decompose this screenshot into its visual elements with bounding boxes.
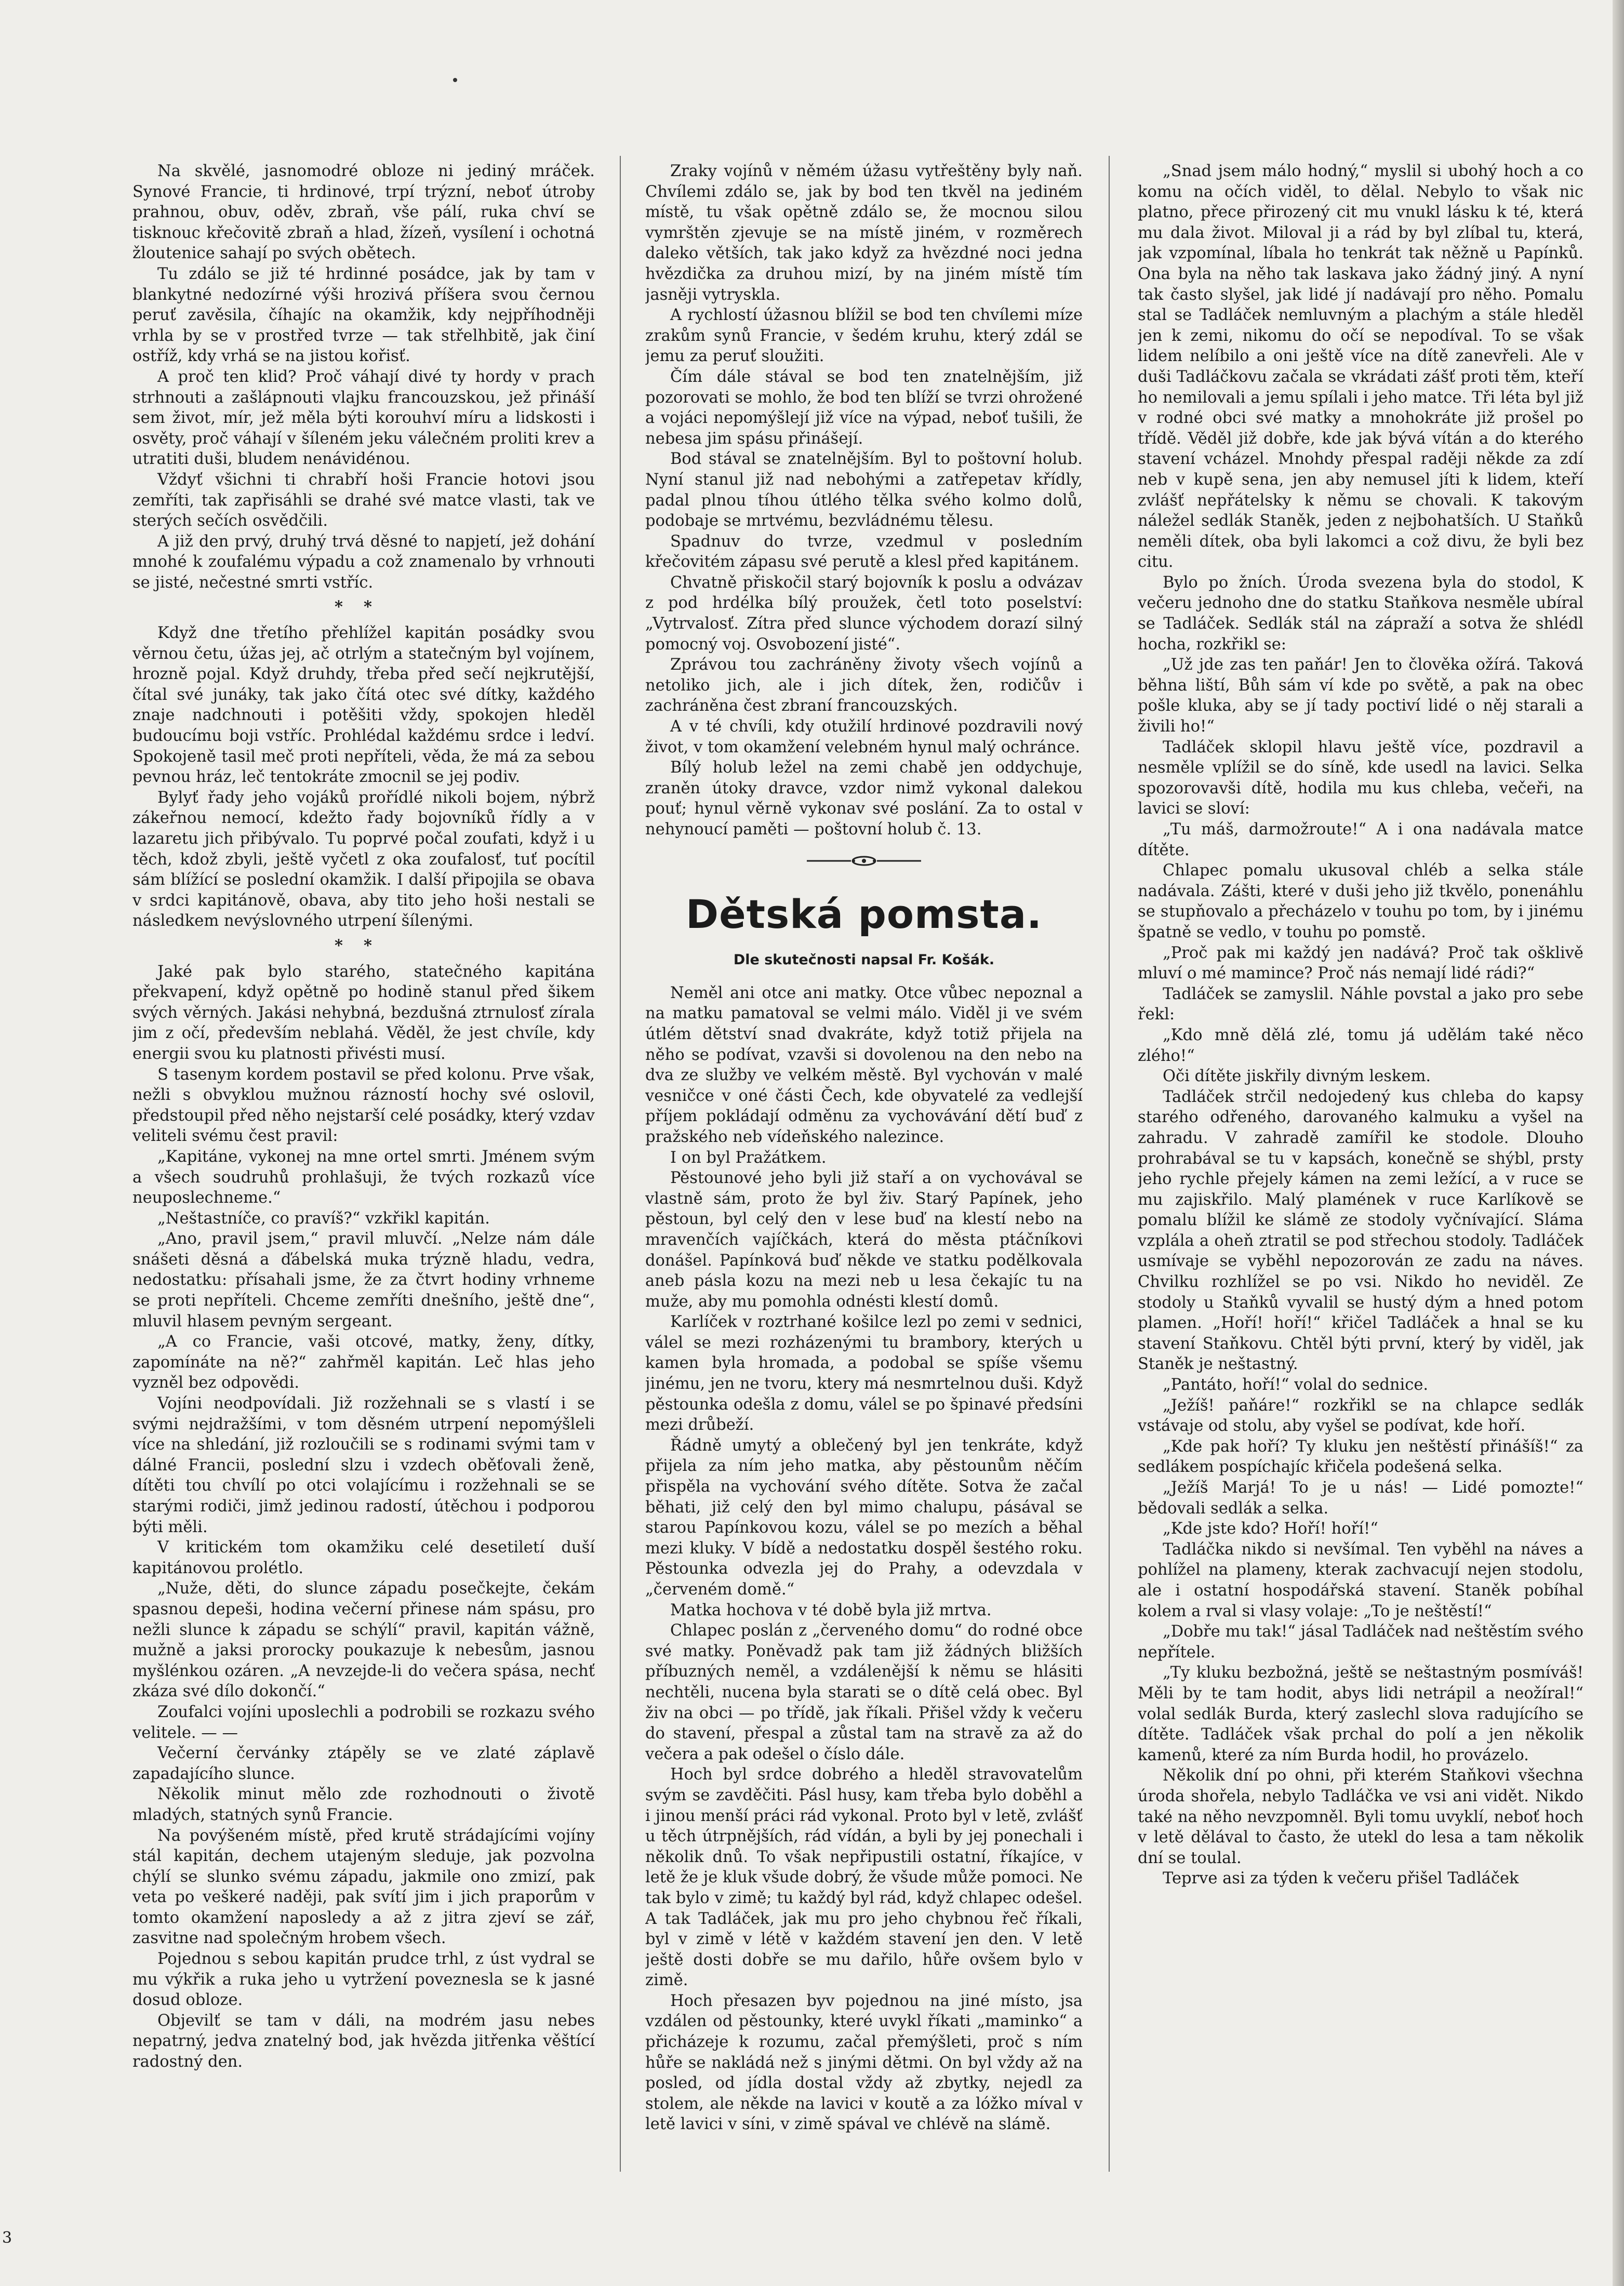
paragraph: Pojednou s sebou kapitán prudce trhl, z úst vydral se mu výkřik a ruka jeho u vytržení poveznesla se k jasné dosud obloze.: [132, 1950, 595, 2010]
paragraph: „Kapitáne, vykonej na mne ortel smrti. Jménem svým a všech soudruhů prohlašuji, že tvých rozkazů více neuposlechneme.“: [132, 1147, 595, 1207]
paragraph: „Kde jste kdo? Hoří! hoří!“: [1163, 1520, 1378, 1538]
paragraph: Vždyť všichni ti chrabří hoši Francie hotovi jsou zemříti, tak zapřisáhli se drahé své matce vlasti, tak ve sterých sečích osvědčili.: [132, 470, 595, 530]
paragraph: Zoufalci vojíni uposlechli a podrobili se rozkazu svého velitele. — —: [132, 1703, 595, 1742]
paragraph: Řádně umytý a oblečený byl jen tenkráte, když přijela za ním jeho matka, aby pěstounům něčím přispěla na vychování svého dítěte. Sotva že začal běhati, již celý den byl mimo chalupu, pásával se starou Papínkovou kozu, válel se po mezích a běhal mezi kluky. V bídě a nedostatku dospěl šestého roku. Pěstounka odvezla jej do Prahy, a odevzdala v „červeném domě.“: [645, 1436, 1083, 1599]
paragraph: „Ano, pravil jsem,“ pravil mluvčí. „Nelze nám dále snášeti děsná a ďábelská muka trýzně hladu, vedra, nedostatku: přísahali jsme, že za čtvrt hodiny vrhneme se proti nepříteli. Chceme zemříti dnešního, ještě dne“, mluvil hlasem pevným sergeant.: [132, 1230, 595, 1331]
paragraph: Chlapec pomalu ukusoval chléb a selka stále nadávala. Zášti, které v duši jeho již tkvělo, ponenáhlu se stupňovalo a přecházelo v touhu po tom, by i jinému špatně se vedlo, v touhu po pomstě.: [1138, 861, 1583, 941]
paragraph: „Už jde zas ten paňár! Jen to člověka ožírá. Taková běhna liští, Bůh sám ví kde po světě, a pak na obec pošle kluka, aby se jí tady poctiví lidé o něj starali a živili ho!“: [1138, 656, 1583, 736]
paragraph: Čím dále stával se bod ten znatelnějším, již pozorovati se mohlo, že bod ten blíží se tvrzi ohrožené a vojáci nepomýšlejí již více na výpad, neboť tušili, že nebesa jim spásu přinášejí.: [645, 367, 1083, 448]
paragraph: Hoch přesazen byv pojednou na jiné místo, jsa vzdálen od pěstounky, které uvykl říkati „maminko“ a přicházeje k rozumu, začal přemýšleti, proč s ním hůře se nakládá než s jinými dětmi. On byl vždy až na posled, od jídla dostal vždy až zbytky, nejedl za stolem, ale někde na lavici v koutě a za lóžko míval v letě lavici v síni, v zimě spával ve chlévě na slámě.: [645, 1991, 1083, 2134]
paragraph: Zprávou tou zachráněny životy všech vojínů a netoliko jich, ale i jich dítek, žen, rodičův i zachráněna čest zbraní francouzských.: [645, 656, 1083, 715]
column-2: [645, 161, 1083, 2187]
paragraph: Pěstounové jeho byli již staří a on vychovával se vlastně sám, proto že byl živ. Starý Papínek, jeho pěstoun, byl celý den v lese buď na klestí nebo na mravenčích vajíčkách, která do města ptáčníkovi donášel. Papínková buď někde ve statku podělkovala aneb pásla kozu na mezi neb u lesa čekajíc tu na muže, aby mu pomohla odnésti klestí domů.: [645, 1169, 1083, 1311]
section-separator: **: [335, 936, 393, 955]
page-edge: [1613, 0, 1624, 2286]
story-byline: Dle skutečnosti napsal Fr. Košák.: [733, 952, 995, 968]
paragraph: Vojíni neodpovídali. Již rozžehnali se s vlastí i se svými nejdražšími, v tom děsném utrpení nepomýšleli více na shledání, již rozloučili se s rodinami svými tam v dálné Francii, poslední slzu i vzdech oběťovali ženě, dítěti tou chvílí po otci volajícímu i rozžehnali se se starými rodiči, jimž jedinou radostí, útěchou i podporou býti měli.: [132, 1394, 595, 1536]
paragraph: Tadláček strčil nedojedený kus chleba do kapsy starého odřeného, darovaného kalmuku a vyšel na zahradu. V zahradě zamířil ke stodole. Dlouho prohrabával se tu v kapsách, konečně se shýbl, prsty jeho rychle přejely kámen na zemi ležící, a v ruce se mu zajiskřilo. Malý plamének v ruce Karlíkově se pomalu blížil ke slámě ze stodoly vyčnívající. Sláma vzplála a oheň ztratil se pod střechou stodoly. Tadláček usmívaje se vyběhl nepozorován ze zadu na náves. Chvilku rozhlížel se po vsi. Nikdo ho neviděl. Ze stodoly u Staňků vyvalil se hustý dým a hned potom plamen. „Hoří! hoří!“ křičel Tadláček a hnal se ku stavení Staňkovu. Chtěl býti první, který by viděl, jak Staněk je neštastný.: [1138, 1087, 1583, 1374]
paragraph: V kritickém tom okamžiku celé desetiletí duší kapitánovou prolétlo.: [132, 1538, 595, 1577]
paragraph: „Neštastníče, co pravíš?“ vzkřikl kapitán.: [157, 1209, 490, 1228]
paragraph: Na skvělé, jasnomodré obloze ni jediný mráček. Synové Francie, ti hrdinové, trpí trýzní, neboť útroby prahnou, obuv, oděv, zbraň, vše pálí, ruka chví se tisknouc křečovitě zbraň a hlad, žízeň, vysílení i ochotná žloutenice sahají po svých obětech.: [132, 162, 595, 263]
margin-mark: 3: [2, 2229, 12, 2247]
paragraph: „A co Francie, vaši otcové, matky, ženy, dítky, zapomínáte na ně?“ zahřměl kapitán. Leč hlas jeho vyzněl bez odpovědi.: [132, 1333, 595, 1392]
paragraph: „Proč pak mi každý jen nadává? Proč tak ošklivě mluví o mé mamince? Proč nás nemají lidé rádi?“: [1138, 943, 1583, 983]
paragraph: A již den prvý, druhý trvá děsné to napjetí, jež dohání mnohé k zoufalému výpadu a což znamenalo by vrhnouti se jisté, nečestné smrti vstříc.: [132, 532, 595, 592]
column-rule: [620, 156, 621, 2172]
column-rule: [1109, 156, 1110, 2172]
paragraph: Tadláček se zamyslil. Náhle povstal a jako pro sebe řekl:: [1138, 985, 1583, 1024]
paragraph: Bylo po žních. Úroda svezena byla do stodol, K večeru jednoho dne do statku Staňkova nesměle ubíral se Tadláček. Sedlák stál na zápraží a sotva že shlédl hocha, rozkřikl se:: [1138, 573, 1583, 654]
paragraph: „Tu máš, darmožroute!“ A i ona nadávala matce dítěte.: [1138, 820, 1583, 859]
paragraph: Jaké pak bylo starého, statečného kapitána překvapení, když opětně po hodině stanul před šikem svých věrných. Jakási nehybná, bezdušná ztrnulosť zírala jim z očí, především neblahá. Věděl, že jest chvíle, kdy energii svou ku platnosti přivésti musí.: [132, 962, 595, 1063]
section-separator: **: [335, 597, 393, 617]
paragraph: Spadnuv do tvrze, vzedmul v posledním křečovitém zápasu své perutě a klesl před kapitánem.: [645, 532, 1083, 572]
paragraph: „Ježíš! paňáre!“ rozkřikl se na chlapce sedlák vstávaje od stolu, aby vyšel se podívat, kde hoří.: [1138, 1396, 1583, 1436]
column-3: [1138, 161, 1583, 2187]
paragraph: Několik dní po ohni, při kterém Staňkovi všechna úroda shořela, nebylo Tadláčka ve vsi ani vidět. Nikdo také na něho nevzpomněl. Byli tomu uvyklí, neboť hoch v letě dělával to často, že utekl do lesa a tam několik dní se toulal.: [1138, 1766, 1583, 1867]
paragraph: „Ježíš Marjá! To je u nás! — Lidé pomozte!“ bědovali sedlák a selka.: [1138, 1479, 1583, 1518]
paragraph: Bod stával se znatelnějším. Byl to poštovní holub. Nyní stanul již nad nebohými a zatřepetav křídly, padal plnou tíhou útlého tělka svého kolmo dolů, podobaje se mrtvému, bezvládnému tělesu.: [645, 450, 1083, 530]
paragraph: Chlapec poslán z „červeného domu“ do rodné obce své matky. Poněvadž pak tam již žádných bližších příbuzných neměl, a vzdálenější k němu se hlásiti nechtěli, nucena byla starati se o dítě celá obec. Byl živ na obci — po třídě, jak říkali. Přišel vždy k večeru do stavení, přespal a zůstal tam na stravě za až do večera a pak odešel o číslo dále.: [645, 1622, 1083, 1763]
paragraph: „Nuže, děti, do slunce západu posečkejte, čekám spasnou depeši, hodina večerní přinese nám spásu, pro nežli slunce k západu se schýlí“ pravil, kapitán vážně, mužně a jaksi prorocky poukazuje k nebesům, jasnou myšlénkou ozáren. „A nevzejde-li do večera spása, nechť zkáza své dílo dokončí.“: [132, 1579, 595, 1701]
paragraph: „Snad jsem málo hodný,“ myslil si ubohý hoch a co komu na očích viděl, to dělal. Nebylo to však nic platno, přece přirozený cit mu vnukl lásku k té, která mu dala život. Miloval ji a rád by byl zlíbal tu, která, jak vzpomínal, líbala ho tenkrát tak něžně u Papínků. Ona byla na něho tak laskava jako žádný jiný. A nyní tak často slyšel, jak lidé jí nadávají pro něho. Pomalu stal se Tadláček nemluvným a plachým a stále hleděl jen k zemi, nikomu do očí se nepodíval. To se však lidem nelíbilo a oni ještě více na dítě zanevřeli. Ale v duši Tadláčkovu začala se vkrádati zášť proti těm, kteří ho nemilovali a jemu spílali i jeho matce. Tři léta byl již v rodné obci své matky a mnohokráte již prošel po třídě. Věděl již dobře, kde jak bývá vítán a do kterého stavení vcházel. Mnohdy přespal raději někde za zdí neb v kupě sena, jen aby nemusel jíti k lidem, kteří zvlášť nepřátelsky k němu se chovali. K takovým náležel sedlák Staněk, jeden z nejbohatších. U Staňků neměli dítek, oba byli lakomci a což divu, že byli bez citu.: [1138, 162, 1583, 572]
paragraph: Teprve asi za týden k večeru přišel Tadláček: [1163, 1869, 1519, 1888]
paragraph: „Ty kluku bezbožná, ještě se neštastným posmíváš! Měli by te tam hodit, abys lidi netrápil a neožíral!“ volal sedlák Burda, který zaslechl slova radujícího se dítěte. Tadláček však prchal do polí a jen několik kamenů, které za ním Burda hodil, ho provázelo.: [1138, 1664, 1583, 1764]
paragraph: „Kde pak hoří? Ty kluku jen neštěstí přinášíš!“ za sedlákem pospíchajíc křičela podešená selka.: [1138, 1437, 1583, 1477]
paragraph: Oči dítěte jiskřily divným leskem.: [1163, 1067, 1431, 1086]
paragraph: S tasenym kordem postavil se před kolonu. Prve však, nežli s obvyklou mužnou rázností hochy své oslovil, předstoupil před něho nejstarší celé posádky, který vzdav veliteli svému čest pravil:: [132, 1065, 595, 1146]
paragraph: Hoch byl srdce dobrého a hleděl stravovatelům svým se zavděčiti. Pásl husy, kam třeba bylo doběhl a i jinou menší práci rád vykonal. Proto byl v letě, zvlášť u těch útrpnějších, rád vídán, a byli by jej ponechali i několik dnů. To však nepřipustili ostatní, říkajíce, v letě že je kluk všude dobrý, že všude může pomoci. Ne tak bylo v zimě; tu každý byl rád, když chlapec odešel. A tak Tadláček, jak mu pro jeho chybnou řeč říkali, byl v zimě v létě v každém stavení jen den. V letě ještě dosti dobře se mu dařilo, hůře ovšem bylo v zimě.: [645, 1765, 1083, 1990]
paragraph: Několik minut mělo zde rozhodnouti o životě mladých, statných synů Francie.: [132, 1785, 595, 1824]
paragraph: I on byl Pražátkem.: [670, 1148, 827, 1167]
paragraph: Tadláčka nikdo si nevšímal. Ten vyběhl na náves a pohlížel na plameny, kterak zachvacují nejen stodolu, ale i ostatní hospodářská stavení. Staněk pobíhal kolem a rval si vlasy volaje: „To je neštěstí!“: [1138, 1540, 1583, 1620]
paragraph: A rychlostí úžasnou blížil se bod ten chvílemi míze zrakům synů Francie, v šedém kruhu, který zdál se jemu za peruť sloužiti.: [645, 306, 1083, 366]
ornament-icon: [802, 855, 926, 867]
paragraph: Neměl ani otce ani matky. Otce vůbec nepoznal a na matku pamatoval se velmi málo. Viděl ji ve svém útlém dětství snad dvakráte, když totiž přijela na něho se podívat, vzavši si dovolenou na den nebo na dva ze služby ve velkém městě. Byl vychován v malé vesničce v oné části Čech, kde obyvatelé za vedlejší příjem pokládají odměnu za vychovávání dětí buď z pražského neb vídeňského nalezince.: [645, 983, 1083, 1146]
ink-dot: [453, 78, 457, 82]
paragraph: Zraky vojínů v němém úžasu vytřeštěny byly naň. Chvílemi zdálo se, jak by bod ten tkvěl na jediném místě, tu však opětně zdálo se, že mocnou silou vymrštěn zjevuje se na místě jiném, v rozměrech daleko větších, tak jako když za hvězdné noci jedna hvězdička za druhou mizí, by na jiném místě tím jasněji vytryskla.: [645, 162, 1083, 304]
paragraph: Bylyť řady jeho vojáků prořídlé nikoli bojem, nýbrž zákeřnou nemocí, kdežto řady bojovníků řídly a v lazaretu jich přibývalo. Tu poprvé počal zoufati, když i u těch, kdož zbyli, ještě vyčetl z oka zoufalosť, tuť pocítil sám blížící se poslední okamžik. I další připojila se obava v srdci kapitánově, obava, aby tito jeho hoši nestali se následkem nevýslovného utrpení šílenými.: [132, 788, 595, 931]
paragraph: Tu zdálo se již té hrdinné posádce, jak by tam v blankytné nedozírné výši hrozivá příšera svou černou peruť zavěsila, číhajíc na okamžik, kdy nejpříhodněji vrhla by se v prostřed tvrze — tak střelhbitě, jak činí ostříž, kdy vrhá se na jistou kořisť.: [132, 264, 595, 366]
column-1: [132, 161, 595, 2187]
paragraph: Karlíček v roztrhané košilce lezl po zemi v sednici, válel se mezi rozházenými tu brambory, kterých u kamen byla hromada, a podobal se spíše všemu jinému, jen ne tvoru, ktery má nesmrtelnou duši. Když pěstounka odešla z domu, válel se po špinavé předsíni mezi drůbeží.: [645, 1313, 1083, 1434]
paragraph: Tadláček sklopil hlavu ještě více, pozdravil a nesměle vplížil se do síně, kde usedl na lavici. Selka spozorovavši dítě, hodila mu kus chleba, večeři, na lavici se sloví:: [1138, 738, 1583, 818]
paragraph: A v té chvíli, kdy otužilí hrdinové pozdravili nový život, v tom okamžení velebném hynul malý ochránce.: [645, 717, 1083, 756]
divider-ornament: [645, 852, 1083, 872]
paragraph: „Dobře mu tak!“ jásal Tadláček nad neštěstím svého nepřítele.: [1138, 1623, 1583, 1662]
story-title: Dětská pomsta.: [685, 891, 1042, 938]
paragraph: Bílý holub ležel na zemi chabě jen oddychuje, zraněn útoky dravce, vzdor nimž vykonal dalekou pouť; hynul věrně vykonav své poslání. Za to ostal v nehynoucí paměti — poštovní holub č. 13.: [645, 759, 1083, 839]
paragraph: A proč ten klid? Proč váhají divé ty hordy v prach strhnouti a zašlápnouti vlajku francouzskou, jež přináší sem život, mír, jež měla býti korouhví míru a lidskosti i osvěty, proč váhají v šíleném jeku válečném proliti krev a utratiti duši, bludem nenávidénou.: [132, 367, 595, 469]
paragraph: „Kdo mně dělá zlé, tomu já udělám také něco zlého!“: [1138, 1026, 1583, 1065]
paragraph: Matka hochova v té době byla již mrtva.: [670, 1601, 992, 1619]
paragraph: „Pantáto, hoří!“ volal do sednice.: [1163, 1376, 1429, 1394]
paragraph: Večerní červánky ztápěly se ve zlaté záplavě zapadajícího slunce.: [132, 1744, 595, 1783]
paragraph: Když dne třetího přehlížel kapitán posádky svou věrnou četu, úžas jej, ač otrlým a statečným byl vojínem, hrozně pojal. Když druhdy, třeba před sečí nejkrutější, čítal své junáky, tak jako čítá otec své dítky, každého znaje nadchnouti i potěšiti vždy, spokojen hleděl budoucímu boji vstříc. Prohlédal každému srdce i ledví. Spokojeně tasil meč proti nepříteli, věda, že má za sebou pevnou hráz, leč tentokráte zmocnil se jej podiv.: [132, 624, 595, 787]
paragraph: Na povýšeném místě, před krutě strádajícími vojíny stál kapitán, dechem utajeným sleduje, jak pozvolna chýlí se slunko svému západu, jakmile ono zmizí, pak veta po veškeré naději, pak svítí jim i jich praporům v tomto okamžení naposledy a až z jitra zjeví se zář, zasvitne nad společným hrobem všech.: [132, 1826, 595, 1948]
paragraph: Objevilť se tam v dáli, na modrém jasu nebes nepatrný, jedva znatelný bod, jak hvězda jitřenka věštící radostný den.: [132, 2011, 595, 2071]
paragraph: Chvatně přiskočil starý bojovník k poslu a odvázav z pod hrdélka bílý proužek, četl toto poselství: „Vytrvalosť. Zítra před slunce východem dorazí silný pomocný voj. Osvobození jisté“.: [645, 573, 1083, 654]
